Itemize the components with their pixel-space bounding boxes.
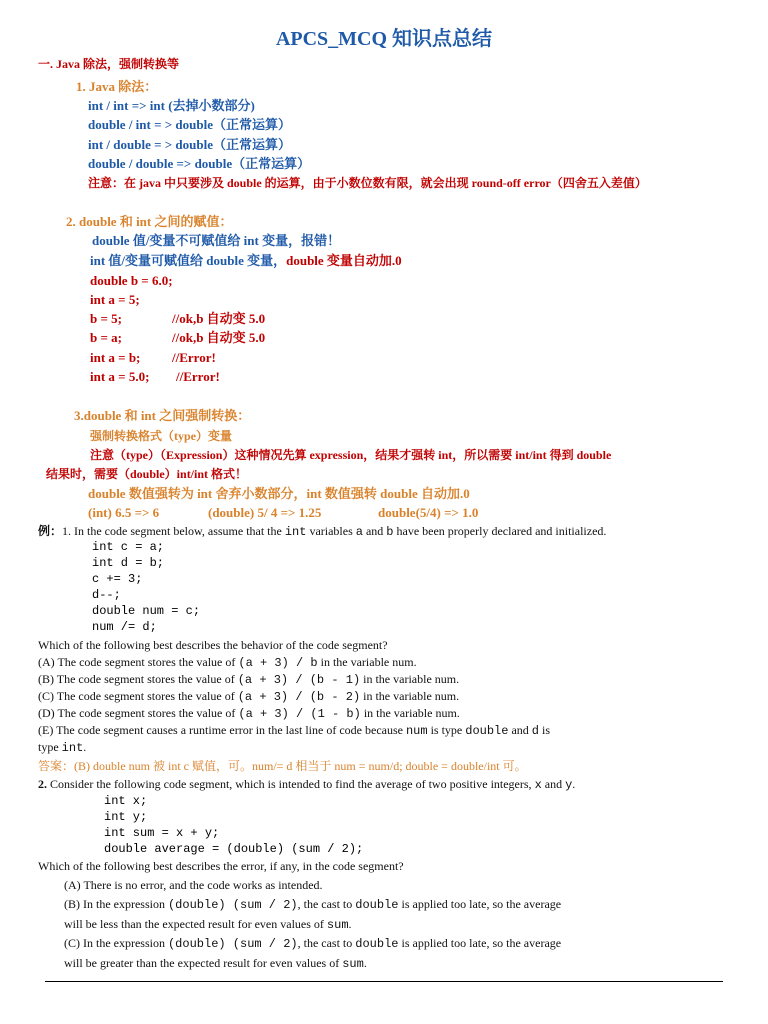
division-rule-3: int / double = > double（正常运算） [88,137,291,152]
option-text: (A) The code segment stores the value of [38,655,239,669]
code-line: int a = b; [90,350,141,365]
option-text: (D) The code segment stores the value of [38,706,239,720]
option-code: double [465,724,509,738]
q1-option-e[interactable] [38,724,550,739]
option-text: is applied too late, so the average [398,936,562,950]
casting-format: 强制转换格式（type）变量 [90,429,232,443]
stem-text: . [572,777,576,791]
question-1-prompt: Which of the following best describes the behavior of the code segment? [38,638,388,652]
option-text: (C) In the expression [64,936,168,950]
assignment-rule-1: double 值/变量不可赋值给 int 变量，报错！ [92,233,341,248]
q2-option-b[interactable] [64,898,561,913]
assignment-rule-2-red: double 变量自动加.0 [286,253,402,268]
q2-option-c[interactable] [64,937,561,952]
question-2-prompt: Which of the following best describes the error, if any, in the code segment? [38,859,404,873]
option-text: (E) The code segment causes a runtime error in the last line of code because [38,723,406,737]
q1-option-a[interactable] [38,656,417,671]
option-code: (a + 3) / (1 - b) [238,707,361,721]
assignment-rule-2 [90,254,402,269]
q1-code-line: int c = a; [92,540,165,554]
option-code: sum [342,957,364,971]
option-text: is type [427,723,466,737]
q1-code-line: num /= d; [92,620,157,634]
q1-option-e-continued [38,741,86,756]
stem-code: x [534,778,542,792]
option-text: (B) In the expression [64,897,168,911]
assignment-title: 2. double 和 int 之间的赋值： [66,214,233,229]
example-label: 例： [38,524,63,538]
code-comment: //Error! [172,350,216,365]
assignment-rule-2-blue: int 值/变量可赋值给 double 变量， [90,253,287,268]
q1-code-line: double num = c; [92,604,201,618]
stem-text: variables [306,524,356,538]
code-line: int a = 5; [90,292,140,307]
q2-code-line: int x; [104,794,148,808]
q2-code-line: int y; [104,810,148,824]
q2-option-c-continued [64,957,367,972]
q2-code-line: double average = (double) (sum / 2); [104,842,364,856]
code-line: double b = 6.0; [90,273,173,288]
option-code: double [355,898,399,912]
q1-answer-explanation: 答案：(B) double num 被 int c 赋值，可。num/= d 相当于 num = num/d; double = double/int 可。 [38,759,527,773]
option-text: is [539,723,551,737]
page-title: APCS_MCQ 知识点总结 [275,28,493,50]
division-rule-1: int / int => int (去掉小数部分) [88,98,255,113]
option-text: . [363,956,367,970]
option-text: in the variable num. [360,689,460,703]
option-text: will be greater than the expected result for even values of [64,956,343,970]
code-comment: //ok,b 自动变 5.0 [172,330,266,345]
option-text: , the cast to [297,897,356,911]
java-division-title: 1. Java 除法： [76,79,158,94]
casting-note-line-1: 注意（type）（Expression）这种情况先算 expression，结果才强转 int，所以需要 int/int 得到 double [90,448,612,462]
option-text: (B) The code segment stores the value of [38,672,238,686]
round-off-note: 注意：在 java 中只要涉及 double 的运算，由于小数位数有限，就会出现 round-off error（四舍五入差值） [88,176,647,190]
code-comment: //Error! [176,369,220,384]
division-rule-4: double / double => double（正常运算） [88,156,311,171]
stem-text: 1. In the code segment below, assume that the [62,524,285,538]
option-code: double [355,937,399,951]
casting-example-1: (int) 6.5 => 6 [88,505,160,520]
q1-code-line: c += 3; [92,572,143,586]
casting-title: 3.double 和 int 之间强制转换： [74,408,251,423]
option-code: d [531,724,539,738]
q1-option-d[interactable] [38,707,460,722]
footer-divider [45,981,723,982]
option-text: , the cast to [297,936,356,950]
stem-code: int [284,525,307,539]
casting-conversion: double 数值强转为 int 舍弃小数部分，int 数值强转 double 自动加.0 [88,486,470,501]
option-code: (double) (sum / 2) [167,898,298,912]
option-code: (a + 3) / (b - 2) [237,690,361,704]
code-line: int a = 5.0; [90,369,150,384]
stem-code: a [355,525,363,539]
section-1-heading: 一. Java 除法，强制转换等 [38,57,180,71]
casting-example-2: (double) 5/ 4 => 1.25 [208,505,322,520]
option-text: in the variable num. [317,655,417,669]
option-text: is applied too late, so the average [398,897,562,911]
q1-code-line: d--; [92,588,121,602]
question-number: 2. [38,777,47,791]
option-text: (C) The code segment stores the value of [38,689,238,703]
division-rule-2: double / int = > double（正常运算） [88,117,291,132]
stem-text: have been properly declared and initialized. [393,524,607,538]
q2-option-a[interactable]: (A) There is no error, and the code works as intended. [64,878,323,892]
option-code: sum [326,918,349,932]
option-text: . [348,917,352,931]
option-code: (a + 3) / b [238,656,318,670]
casting-note-line-2: 结果时，需要（double）int/int 格式！ [46,467,248,481]
q1-code-line: int d = b; [92,556,165,570]
stem-code: b [386,525,394,539]
code-line: b = a; [90,330,122,345]
code-comment: //ok,b 自动变 5.0 [172,311,266,326]
option-text: and [508,723,532,737]
option-code: (a + 3) / (b - 1) [237,673,361,687]
option-code: num [405,724,428,738]
option-text: in the variable num. [360,672,460,686]
option-text: will be less than the expected result for even values of [64,917,327,931]
q1-option-c[interactable] [38,690,459,705]
question-1-stem [38,525,606,540]
stem-code: y [565,778,573,792]
q2-option-b-continued [64,918,352,933]
option-text: . [83,740,87,754]
option-text: in the variable num. [360,706,460,720]
q1-option-b[interactable] [38,673,459,688]
question-2-stem [38,778,575,793]
code-line: b = 5; [90,311,122,326]
stem-text: and [362,524,387,538]
option-text: type [38,740,62,754]
stem-text: Consider the following code segment, which is intended to find the average of two positive integers, [47,777,535,791]
q2-code-line: int sum = x + y; [104,826,220,840]
option-code: (double) (sum / 2) [167,937,298,951]
casting-example-3: double(5/4) => 1.0 [378,505,479,520]
option-code: int [61,741,84,755]
stem-text: and [541,777,566,791]
